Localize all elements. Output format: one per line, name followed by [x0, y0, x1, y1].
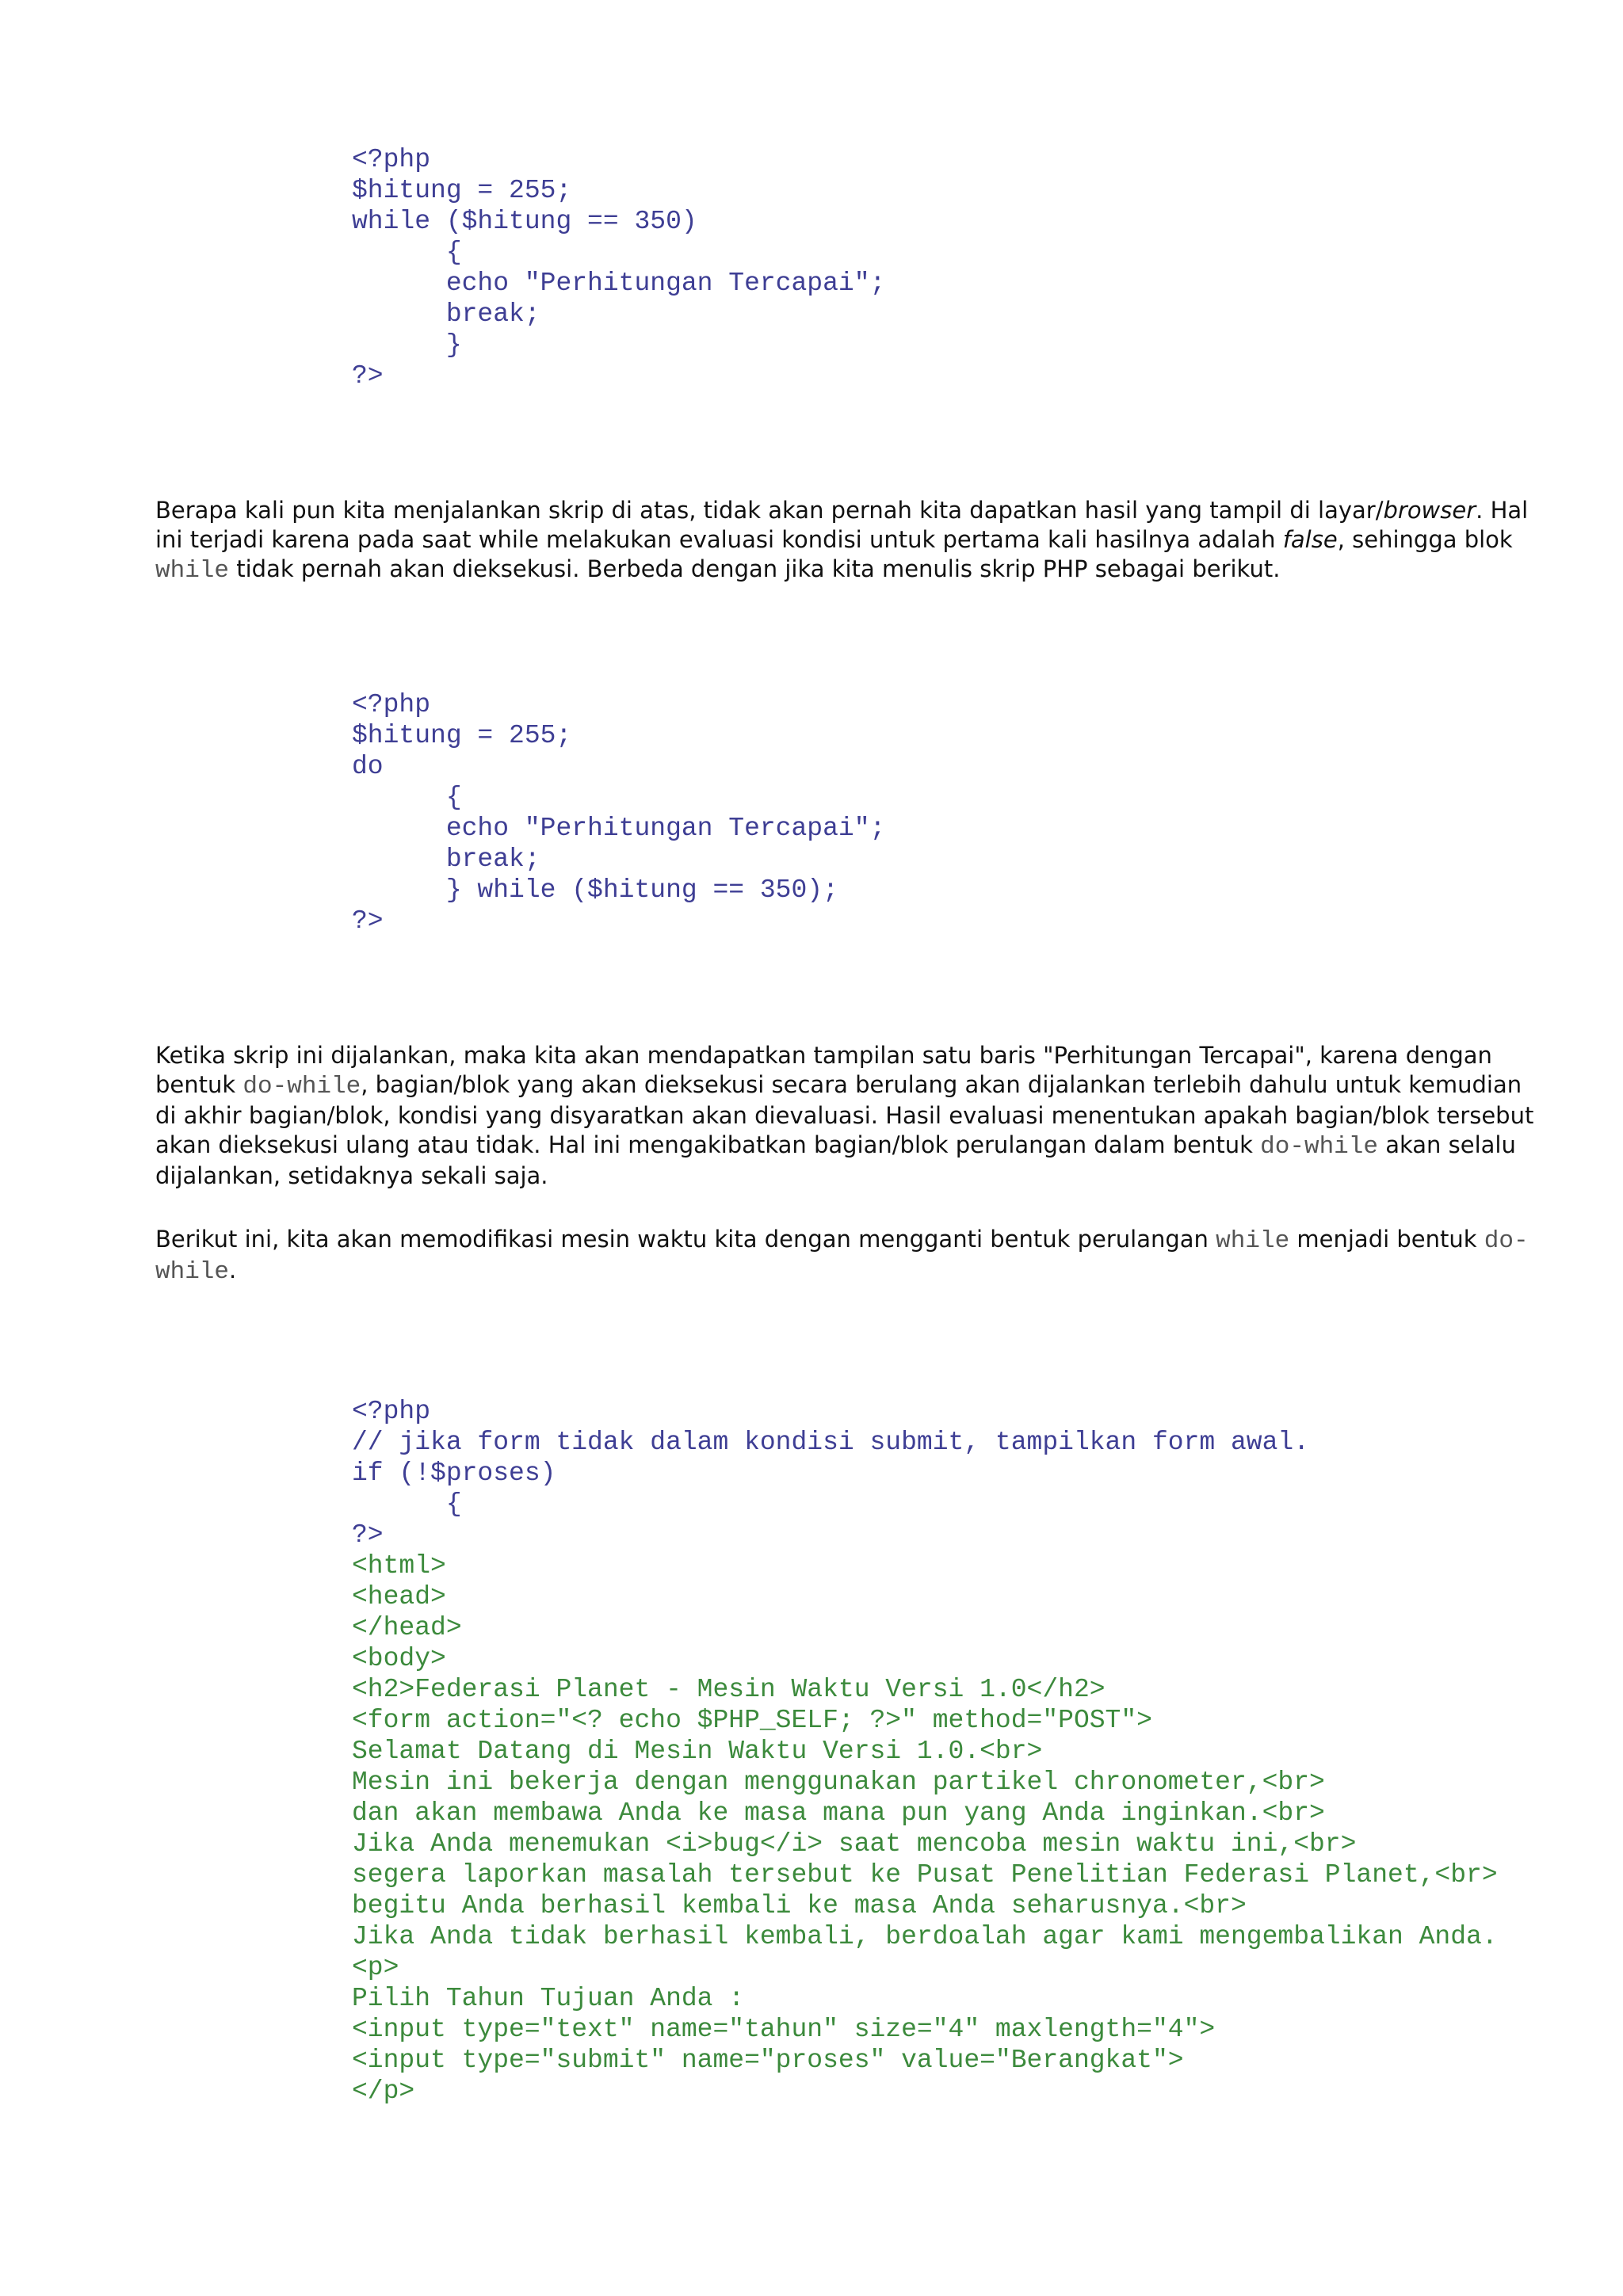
code-block-time-machine — [352, 1396, 1498, 2107]
paragraph-modification-intro — [155, 1225, 1534, 1287]
inline-code: do-while — [242, 1073, 361, 1100]
text-span: Berapa kali pun kita menjalankan skrip di atas, tidak akan pernah kita dapatkan hasil yang tampil di layar/ — [155, 497, 1384, 524]
code-line: <?php — [352, 145, 431, 174]
code-line: dan akan membawa Anda ke masa mana pun yang Anda inginkan.<br> — [352, 1798, 1325, 1828]
code-line: Jika Anda tidak berhasil kembali, berdoalah agar kami mengembalikan Anda. — [352, 1922, 1498, 1951]
inline-code: do-while — [155, 1227, 1529, 1286]
code-line: ?> — [352, 361, 384, 391]
code-line: $hitung = 255; — [352, 176, 572, 205]
code-line: echo "Perhitungan Tercapai"; — [352, 269, 886, 298]
code-line: if (!$proses) — [352, 1459, 556, 1488]
code-line: segera laporkan masalah tersebut ke Pusat Penelitian Federasi Planet,<br> — [352, 1860, 1498, 1890]
text-span: . — [229, 1257, 237, 1283]
text-span: akan selalu dijalankan, setidaknya sekali saja. — [155, 1131, 1516, 1189]
code-line: <h2>Federasi Planet - Mesin Waktu Versi 1.0</h2> — [352, 1675, 1106, 1704]
paragraph-do-while-explanation — [155, 1041, 1534, 1191]
code-line: <input type="text" name="tahun" size="4" maxlength="4"> — [352, 2015, 1216, 2044]
code-line: break; — [352, 845, 540, 874]
code-line: <html> — [352, 1551, 446, 1581]
code-line: <body> — [352, 1644, 446, 1673]
code-line: </head> — [352, 1613, 462, 1642]
text-span: , sehingga blok — [1337, 526, 1513, 553]
code-line: ?> — [352, 1520, 384, 1550]
code-line: <input type="submit" name="proses" value="Berangkat"> — [352, 2046, 1184, 2075]
code-line: { — [352, 783, 462, 812]
text-span: Ketika skrip ini dijalankan, maka kita akan mendapatkan tampilan satu baris "Perhitungan Tercapai", karena dengan bentuk — [155, 1042, 1492, 1098]
code-line: <form action="<? echo $PHP_SELF; ?>" method="POST"> — [352, 1706, 1152, 1735]
inline-code: do-while — [1260, 1133, 1378, 1161]
text-span: tidak pernah akan dieksekusi. Berbeda dengan jika kita menulis skrip PHP sebagai berikut. — [229, 555, 1281, 582]
code-line: { — [352, 238, 462, 267]
inline-code: while — [1216, 1227, 1290, 1255]
code-line: } while ($hitung == 350); — [352, 875, 838, 905]
code-line: do — [352, 752, 384, 781]
code-line: <head> — [352, 1582, 446, 1611]
code-line: <?php — [352, 1397, 431, 1426]
text-span: . Hal ini terjadi karena pada saat while melakukan evaluasi kondisi untuk pertama kali hasilnya adalah — [155, 497, 1529, 553]
paragraph-while-explanation — [155, 496, 1534, 585]
code-line: echo "Perhitungan Tercapai"; — [352, 814, 886, 843]
code-block-do-while — [352, 689, 885, 936]
code-line: $hitung = 255; — [352, 721, 572, 750]
code-block-while — [352, 144, 885, 391]
inline-code: while — [155, 557, 230, 585]
code-line: Selamat Datang di Mesin Waktu Versi 1.0.<br> — [352, 1737, 1043, 1766]
code-line: <p> — [352, 1953, 399, 1982]
text-span: , bagian/blok yang akan dieksekusi secara berulang akan dijalankan terlebih dahulu untuk kemudian di akhir bagian/blok, kondisi yang disyaratkan akan dievaluasi. Hasil evaluasi menentukan apakah bagian/blok tersebut akan dieksekusi ulang atau tidak. Hal ini mengakibatkan bagian/blok perulangan dalam bentuk — [155, 1071, 1534, 1158]
code-line: { — [352, 1489, 462, 1519]
code-line: <?php — [352, 690, 431, 719]
code-line: ?> — [352, 906, 384, 936]
code-line: Jika Anda menemukan <i>bug</i> saat mencoba mesin waktu ini,<br> — [352, 1829, 1357, 1859]
code-line: break; — [352, 299, 540, 329]
text-span: Berikut ini, kita akan memodifikasi mesin waktu kita dengan mengganti bentuk perulangan — [155, 1226, 1216, 1253]
code-line: Pilih Tahun Tujuan Anda : — [352, 1984, 745, 2013]
italic-text: false — [1282, 526, 1338, 553]
code-line: // jika form tidak dalam kondisi submit, tampilkan form awal. — [352, 1428, 1309, 1457]
code-line: } — [352, 330, 462, 360]
code-line: while ($hitung == 350) — [352, 207, 697, 236]
code-line: Mesin ini bekerja dengan menggunakan partikel chronometer,<br> — [352, 1768, 1325, 1797]
text-span: menjadi bentuk — [1289, 1226, 1484, 1253]
code-line: </p> — [352, 2077, 415, 2106]
italic-text: browser — [1383, 497, 1476, 524]
code-line: begitu Anda berhasil kembali ke masa Anda seharusnya.<br> — [352, 1891, 1247, 1920]
